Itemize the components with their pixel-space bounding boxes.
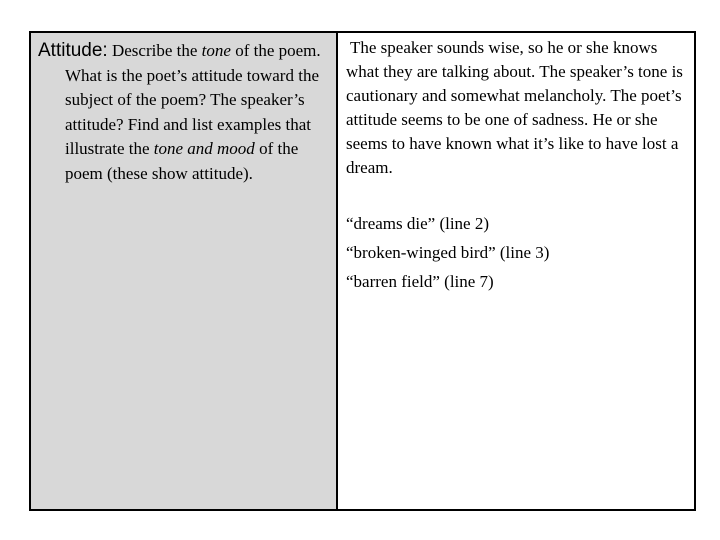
prompt-part-1: Describe the: [107, 41, 202, 60]
example-item: “dreams die” (line 2): [346, 214, 490, 233]
prompt-text: [38, 39, 330, 186]
example-item: “broken-winged bird” (line 3): [346, 243, 550, 262]
prompt-cell: [31, 33, 338, 509]
worksheet-table: [29, 31, 696, 511]
attitude-label: Attitude:: [38, 40, 108, 61]
examples-list: [346, 209, 694, 296]
prompt-part-2: of the poem. What is the poet’s attitude toward the subject of the poem? The speaker’s attitude? Find and list examples that illustrate the: [65, 41, 321, 158]
prompt-emphasis-tone: tone: [201, 41, 231, 60]
prompt-part-3: of the poem (these show attitude).: [65, 139, 299, 183]
example-item: “barren field” (line 7): [346, 272, 494, 291]
answer-text: The speaker sounds wise, so he or she knows what they are talking about. The speaker’s tone is cautionary and somewhat melancholy. The poet’s attitude seems to be one of sadness. He or she seems to have known what it’s like to have lost a dream.: [346, 38, 683, 177]
answer-cell: [338, 33, 694, 509]
prompt-emphasis-tone-mood: tone and mood: [153, 139, 255, 158]
